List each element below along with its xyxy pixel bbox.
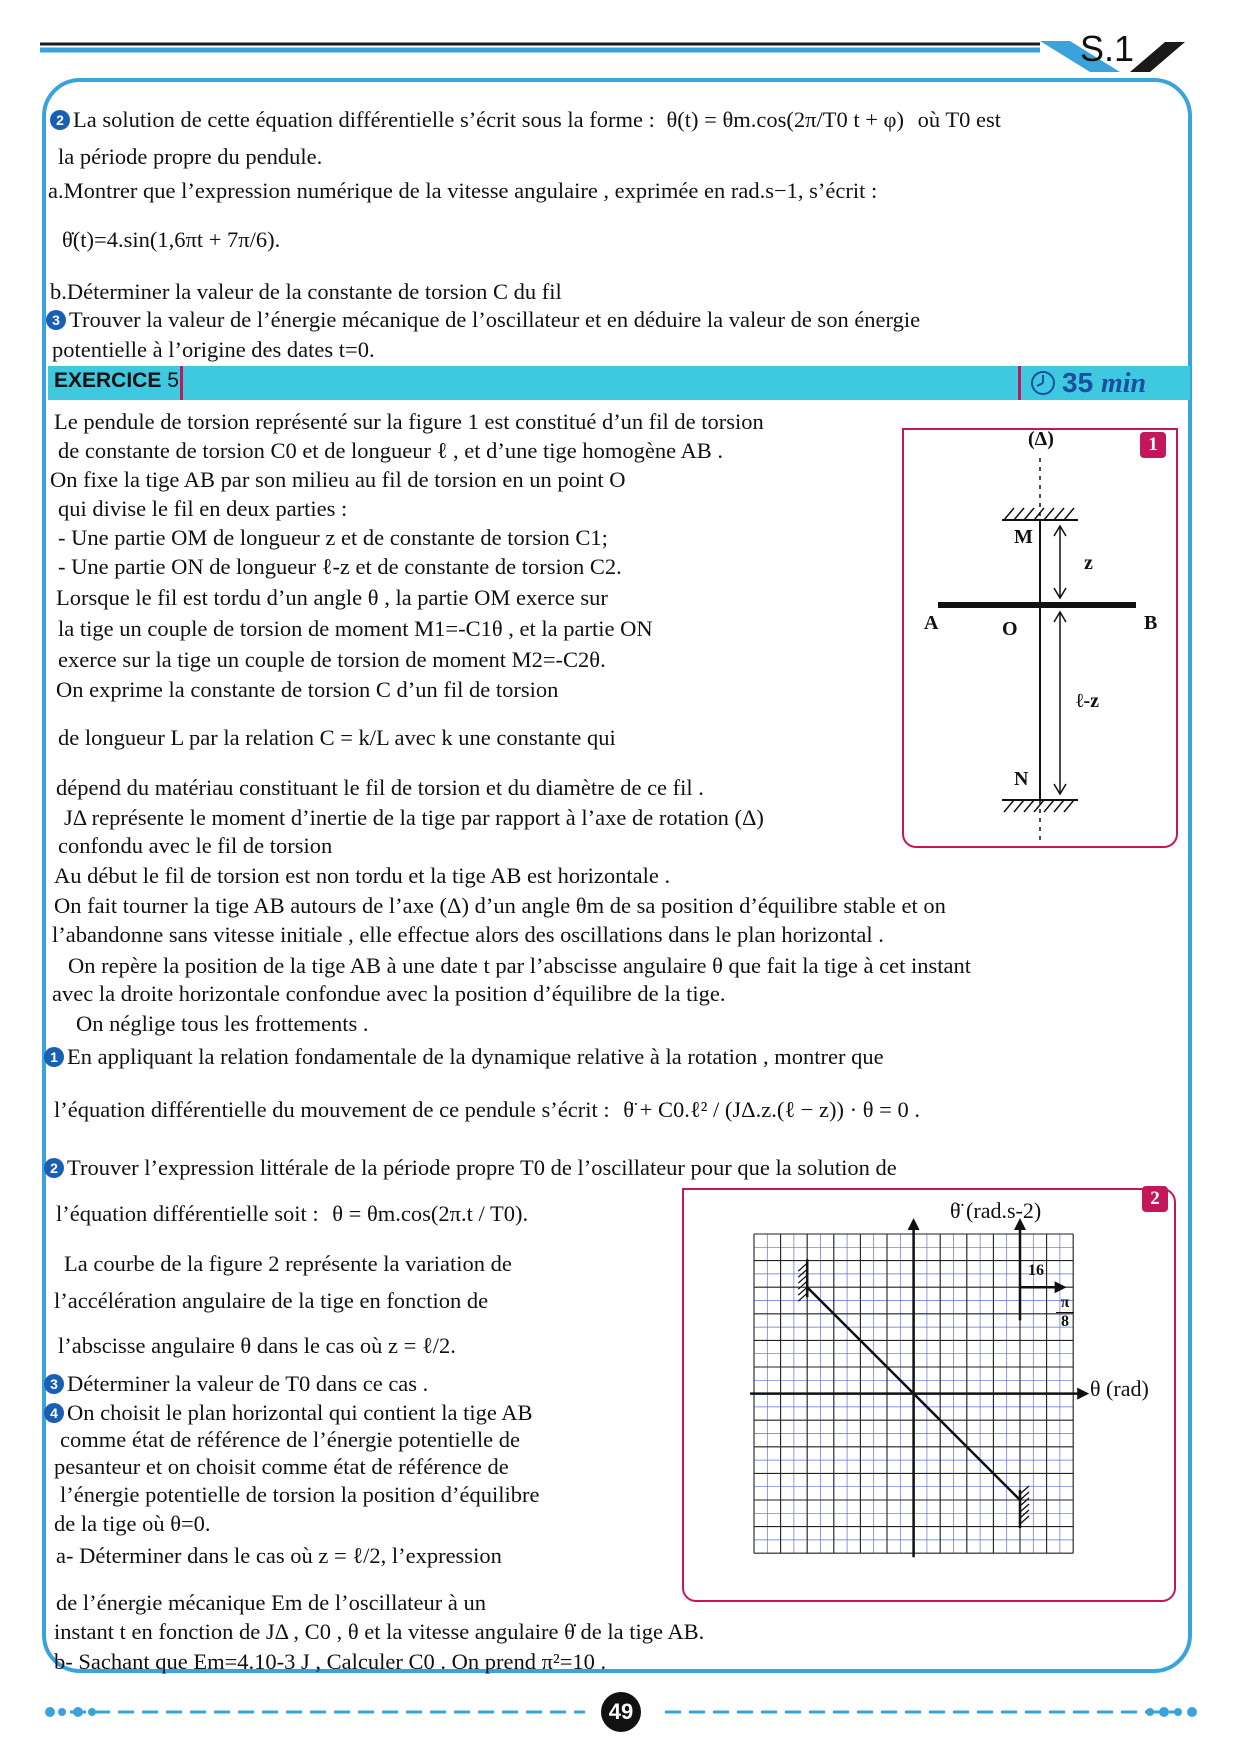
point-n-label: N bbox=[1014, 768, 1029, 790]
body-line: confondu avec le fil de torsion bbox=[58, 833, 333, 858]
dimension-l-z bbox=[1054, 612, 1066, 794]
body-line: Au début le fil de torsion est non tordu et la tige AB est horizontale . bbox=[54, 863, 671, 888]
body-line: avec la droite horizontale confondue avec la position d’équilibre de la tige. bbox=[52, 981, 726, 1006]
figure2-description: l’accélération angulaire de la tige en fonction de bbox=[54, 1288, 489, 1313]
header-decoration bbox=[0, 0, 1240, 80]
question-3: 3 Déterminer la valeur de T0 dans ce cas . bbox=[44, 1370, 428, 1397]
number-3-icon: 3 bbox=[44, 1374, 64, 1394]
question-4-line: comme état de référence de l’énergie potentielle de bbox=[60, 1427, 520, 1452]
question-4b: b- Sachant que Em=4.10-3 J , Calculer C0 . On prend π²=10 . bbox=[54, 1649, 607, 1674]
time-separator bbox=[1018, 366, 1021, 400]
body-line: de constante de torsion C0 et de longueur ℓ , et d’une tige homogène AB . bbox=[58, 438, 724, 463]
question-1-line1: 1 En appliquant la relation fondamentale de la dynamique relative à la rotation , montrer que bbox=[44, 1043, 884, 1070]
question-1-line2: l’équation différentielle du mouvement de ce pendule s’écrit : θ̈ + C0.ℓ² / (JΔ.z.(ℓ − z)) · θ = 0 . bbox=[54, 1097, 920, 1122]
figure-1-tag: 1 bbox=[1140, 432, 1166, 458]
body-line: exerce sur la tige un couple de torsion de moment M2=-C2θ. bbox=[58, 647, 606, 672]
question-2-formula: θ = θm.cos(2π.t / T0). bbox=[332, 1201, 529, 1226]
figure-1-drawing bbox=[904, 430, 1176, 846]
clock-icon bbox=[1030, 370, 1056, 396]
body-line: JΔ représente le moment d’inertie de la tige par rapport à l’axe de rotation (Δ) bbox=[64, 805, 764, 830]
x-scale-arrowhead bbox=[1055, 1281, 1067, 1293]
body-line: Le pendule de torsion représenté sur la figure 1 est constitué d’un fil de torsion bbox=[54, 409, 764, 434]
point-m-label: M bbox=[1014, 526, 1033, 548]
section-label: S.1 bbox=[1080, 28, 1135, 69]
figure-2-tag: 2 bbox=[1142, 1186, 1168, 1212]
prev-q2-line2: la période propre du pendule. bbox=[58, 144, 323, 169]
upper-hatch bbox=[1004, 508, 1074, 520]
prev-qb-line: b.Déterminer la valeur de la constante de torsion C du fil bbox=[50, 279, 562, 304]
number-2-icon: 2 bbox=[44, 1158, 64, 1178]
prev-q2-tail: où T0 est bbox=[917, 107, 1001, 132]
body-line: On exprime la constante de torsion C d’un fil de torsion bbox=[56, 677, 559, 702]
chart-y-scale-label: 16 bbox=[1028, 1262, 1044, 1279]
question-4a-line3: instant t en fonction de JΔ , C0 , θ et la vitesse angulaire θ̇ de la tige AB. bbox=[54, 1619, 705, 1644]
point-a-label: A bbox=[924, 612, 939, 634]
question-2-line1: 2 Trouver l’expression littérale de la période propre T0 de l’oscillateur pour que la solution de bbox=[44, 1154, 897, 1181]
axis-label: (Δ) bbox=[1028, 428, 1054, 450]
page-number: 49 bbox=[601, 1692, 641, 1732]
figure-1 bbox=[902, 428, 1178, 848]
dimension-z-label: z bbox=[1084, 552, 1093, 574]
body-line: - Une partie OM de longueur z et de constante de torsion C1; bbox=[58, 525, 608, 550]
figure-2 bbox=[682, 1188, 1176, 1602]
exercise-separator bbox=[180, 366, 183, 400]
chart-x-label: θ (rad) bbox=[1090, 1376, 1149, 1401]
number-2-icon: 2 bbox=[50, 110, 70, 130]
prev-q3-line2: potentielle à l’origine des dates t=0. bbox=[52, 337, 375, 362]
point-o-label: O bbox=[1002, 618, 1018, 640]
body-line: - Une partie ON de longueur ℓ-z et de constante de torsion C2. bbox=[58, 554, 622, 579]
y-axis-arrow bbox=[908, 1218, 920, 1230]
body-line: la tige un couple de torsion de moment M1=-C1θ , et la partie ON bbox=[58, 616, 653, 641]
dimension-l-z-label: ℓ-z bbox=[1076, 690, 1100, 712]
body-line: On fixe la tige AB par son milieu au fil de torsion en un point O bbox=[50, 467, 626, 492]
chart-x-scale-label: π 8 bbox=[1056, 1294, 1074, 1331]
body-line: dépend du matériau constituant le fil de torsion et du diamètre de ce fil . bbox=[56, 775, 704, 800]
figure2-description: l’abscisse angulaire θ dans le cas où z = ℓ/2. bbox=[58, 1333, 456, 1358]
x-axis-arrow bbox=[1077, 1388, 1089, 1400]
prev-qa-formula: θ̇(t)=4.sin(1,6πt + 7π/6). bbox=[62, 227, 281, 252]
exercise-duration: 35 min bbox=[1030, 366, 1146, 400]
lower-hatch bbox=[1004, 800, 1074, 812]
number-3-icon: 3 bbox=[46, 310, 66, 330]
question-4-line: 4 On choisit le plan horizontal qui contient la tige AB bbox=[44, 1399, 533, 1426]
body-line: On repère la position de la tige AB à une date t par l’abscisse angulaire θ que fait la tige à cet instant bbox=[68, 953, 971, 978]
body-line: l’abandonne sans vitesse initiale , elle effectue alors des oscillations dans le plan horizontal . bbox=[52, 922, 884, 947]
question-4a-line2: de l’énergie mécanique Em de l’oscillateur à un bbox=[56, 1590, 487, 1615]
figure2-description: La courbe de la figure 2 représente la variation de bbox=[64, 1251, 512, 1276]
point-b-label: B bbox=[1144, 612, 1158, 634]
body-line: de longueur L par la relation C = k/L avec k une constante qui bbox=[58, 725, 616, 750]
prev-qa-line: a.Montrer que l’expression numérique de la vitesse angulaire , exprimée en rad.s−1, s’écrit : bbox=[48, 178, 878, 203]
question-4-line: de la tige où θ=0. bbox=[54, 1511, 211, 1536]
prev-q2-line1: 2 La solution de cette équation différentielle s’écrit sous la forme : θ(t) = θm.cos(2π/T0 t + φ) où T0 est bbox=[50, 106, 1001, 133]
body-line: On fait tourner la tige AB autours de l’axe (Δ) d’un angle θm de sa position d’équilibre stable et on bbox=[54, 893, 946, 918]
question-4a-line1: a- Déterminer dans le cas où z = ℓ/2, l’expression bbox=[56, 1543, 502, 1568]
body-line: qui divise le fil en deux parties : bbox=[58, 496, 348, 521]
prev-q3-line1: 3 Trouver la valeur de l’énergie mécanique de l’oscillateur et en déduire la valeur de son énergie bbox=[46, 306, 920, 333]
question-4-line: pesanteur et on choisit comme état de référence de bbox=[54, 1454, 509, 1479]
question-1-formula: θ̈ + C0.ℓ² / (JΔ.z.(ℓ − z)) · θ = 0 . bbox=[623, 1097, 920, 1122]
body-line: On néglige tous les frottements . bbox=[76, 1011, 369, 1036]
chart-y-label: θ̈ (rad.s-2) bbox=[950, 1198, 1042, 1223]
number-1-icon: 1 bbox=[44, 1047, 64, 1067]
body-line: Lorsque le fil est tordu d’un angle θ , la partie OM exerce sur bbox=[56, 585, 608, 610]
question-2-line2: l’équation différentielle soit : θ = θm.cos(2π.t / T0). bbox=[56, 1201, 529, 1226]
question-4-line: l’énergie potentielle de torsion la position d’équilibre bbox=[60, 1482, 540, 1507]
prev-q2-formula: θ(t) = θm.cos(2π/T0 t + φ) bbox=[666, 107, 905, 132]
number-4-icon: 4 bbox=[44, 1403, 64, 1423]
exercise-title: EXERCICE 5 bbox=[54, 369, 179, 392]
dimension-z bbox=[1054, 526, 1066, 598]
